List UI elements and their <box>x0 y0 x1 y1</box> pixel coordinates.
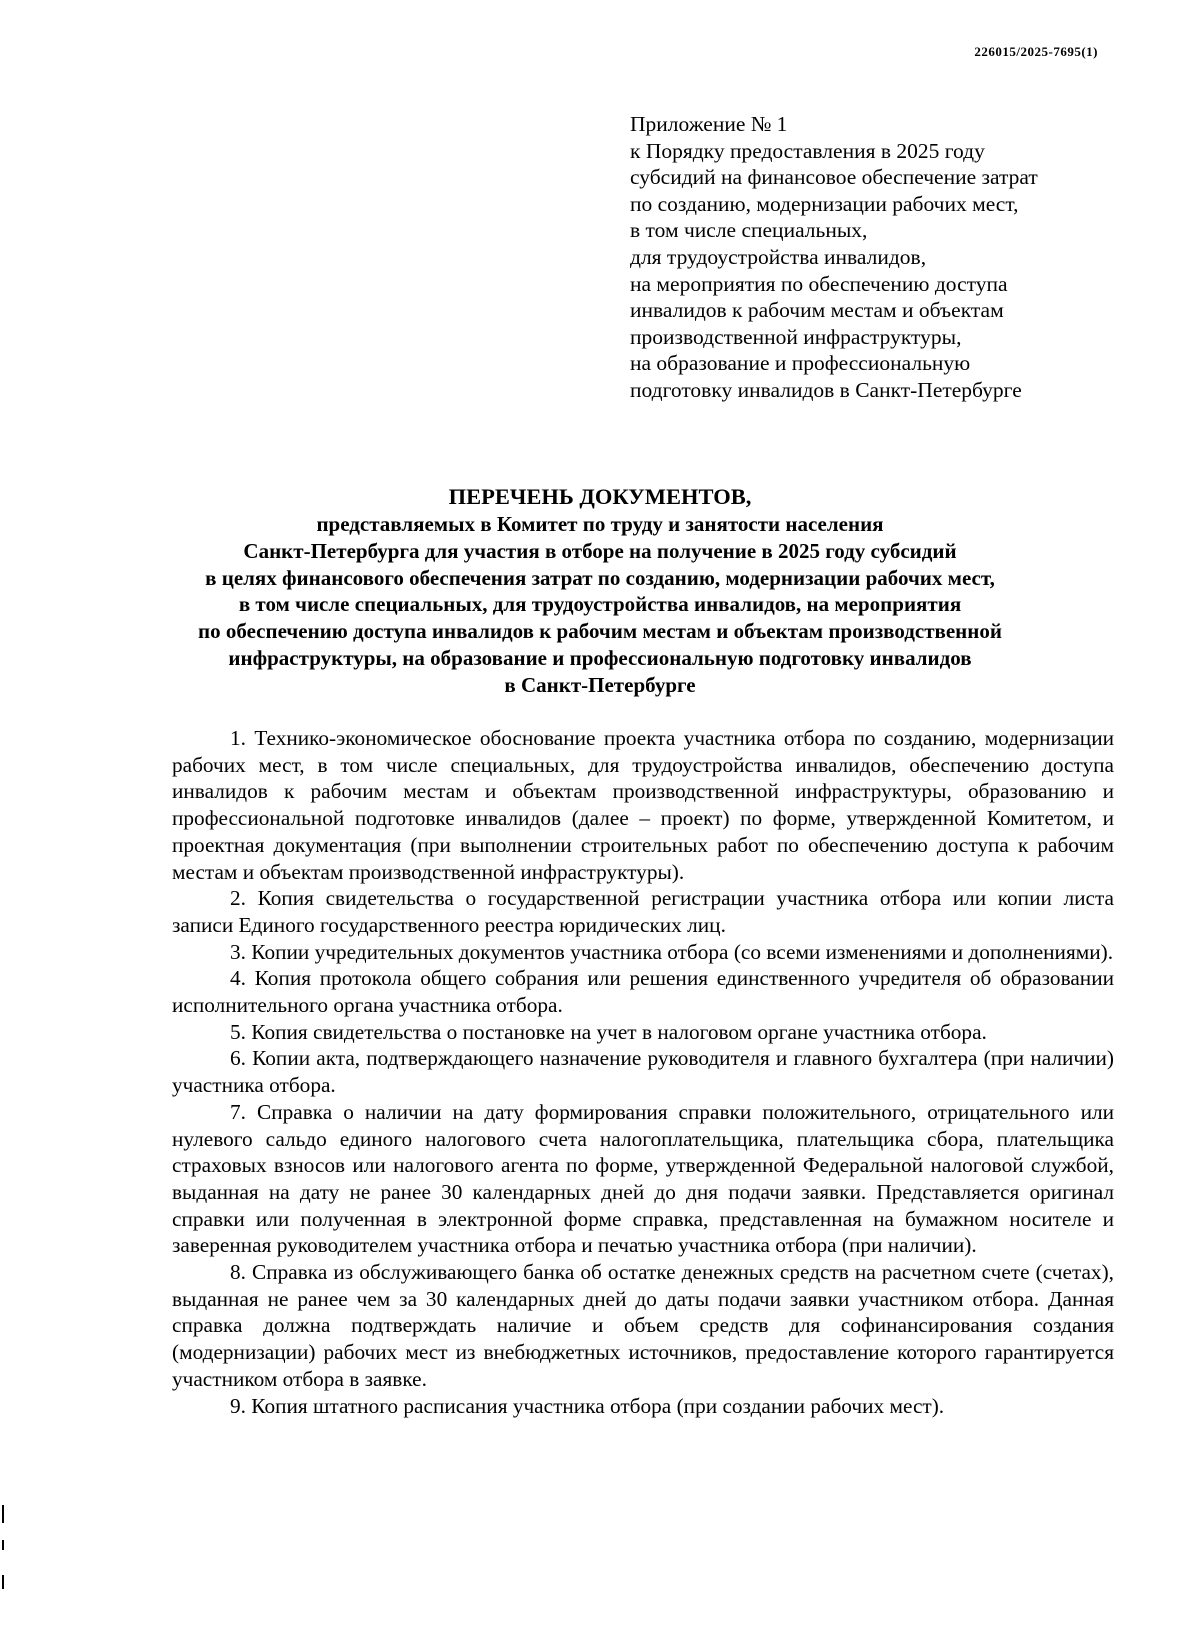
appendix-line: на образование и профессиональную <box>630 351 971 376</box>
list-item: 3. Копии учредительных документов участника отбора (со всеми изменениями и дополнениями). <box>230 939 1114 964</box>
scan-edge-mark <box>2 1540 4 1550</box>
subtitle-line: инфраструктуры, на образование и профессиональную подготовку инвалидов <box>228 645 972 670</box>
subtitle-line: в Санкт-Петербурге <box>504 672 696 697</box>
appendix-line: инвалидов к рабочим местам и объектам <box>630 298 1004 323</box>
appendix-line: субсидий на финансовое обеспечение затрат <box>630 165 1038 190</box>
appendix-line: на мероприятия по обеспечению доступа <box>630 271 1008 296</box>
document-list <box>172 725 1114 1419</box>
appendix-line: к Порядку предоставления в 2025 году <box>630 138 985 163</box>
scan-edge-mark <box>2 1575 4 1589</box>
subtitle-line: представляемых в Комитет по труду и занятости населения <box>316 512 884 536</box>
list-item: 1. Технико-экономическое обоснование проекта участника отбора по созданию, модернизации рабочих мест, в том числе специальных, для трудоустройства инвалидов, обеспечению доступа инвалидов к рабочим местам и объектам производственной инфраструктуры, образованию и профессиональной подготовке инвалидов (далее – проект) по форме, утвержденной Комитетом, и проектная документация (при выполнении строительных работ по обеспечению доступа к рабочим местам и объектам производственной инфраструктуры). <box>172 726 1114 884</box>
appendix-header <box>630 111 1150 404</box>
list-item: 7. Справка о наличии на дату формирования справки положительного, отрицательного или нулевого сальдо единого налогового счета налогоплательщика, плательщика сбора, плательщика страховых взносов или налогового агента по форме, утвержденной Федеральной налоговой службой, выданная на дату не ранее 30 календарных дней до дня подачи заявки. Представляется оригинал справки или полученная в электронной форме справка, представленная на бумажном носителе и заверенная руководителем участника отбора и печатью участника отбора (при наличии). <box>172 1099 1114 1258</box>
list-item: 5. Копия свидетельства о постановке на учет в налоговом органе участника отбора. <box>230 1019 987 1044</box>
subtitle-line: в том числе специальных, для трудоустройства инвалидов, на мероприятия <box>238 592 962 617</box>
subtitle-line: по обеспечению доступа инвалидов к рабочим местам и объектам производственной <box>198 619 1002 644</box>
list-item: 2. Копия свидетельства о государственной регистрации участника отбора или копии листа записи Единого государственного реестра юридических лиц. <box>172 886 1114 937</box>
appendix-line: производственной инфраструктуры, <box>630 324 962 349</box>
document-number: 226015/2025-7695(1) <box>974 44 1098 59</box>
appendix-line: для трудоустройства инвалидов, <box>630 244 927 269</box>
list-item: 6. Копии акта, подтверждающего назначение руководителя и главного бухгалтера (при наличии) участника отбора. <box>172 1046 1114 1098</box>
appendix-line: в том числе специальных, <box>630 218 868 243</box>
subtitle-line: Санкт-Петербурга для участия в отборе на получение в 2025 году субсидий <box>243 538 957 563</box>
scan-edge-mark <box>2 1505 4 1523</box>
appendix-line: Приложение № 1 <box>630 112 788 136</box>
list-item: 8. Справка из обслуживающего банка об остатке денежных средств на расчетном счете (счетах), выданная не ранее чем за 30 календарных дней до даты подачи заявки участником отбора. Данная справка должна подтверждать наличие и объем средств для софинансирования создания (модернизации) рабочих мест из внебюджетных источников, предоставление которого гарантируется участником отбора в заявке. <box>172 1260 1114 1391</box>
appendix-line: подготовку инвалидов в Санкт-Петербурге <box>630 377 1022 402</box>
list-item: 4. Копия протокола общего собрания или решения единственного учредителя об образовании исполнительного органа участника отбора. <box>172 966 1114 1018</box>
subtitle-line: в целях финансового обеспечения затрат по созданию, модернизации рабочих мест, <box>205 565 995 590</box>
list-item: 9. Копия штатного расписания участника отбора (при создании рабочих мест). <box>230 1393 945 1418</box>
document-title: ПЕРЕЧЕНЬ ДОКУМЕНТОВ, <box>448 484 752 509</box>
document-title-block <box>80 483 1120 699</box>
appendix-line: по созданию, модернизации рабочих мест, <box>630 191 1019 216</box>
